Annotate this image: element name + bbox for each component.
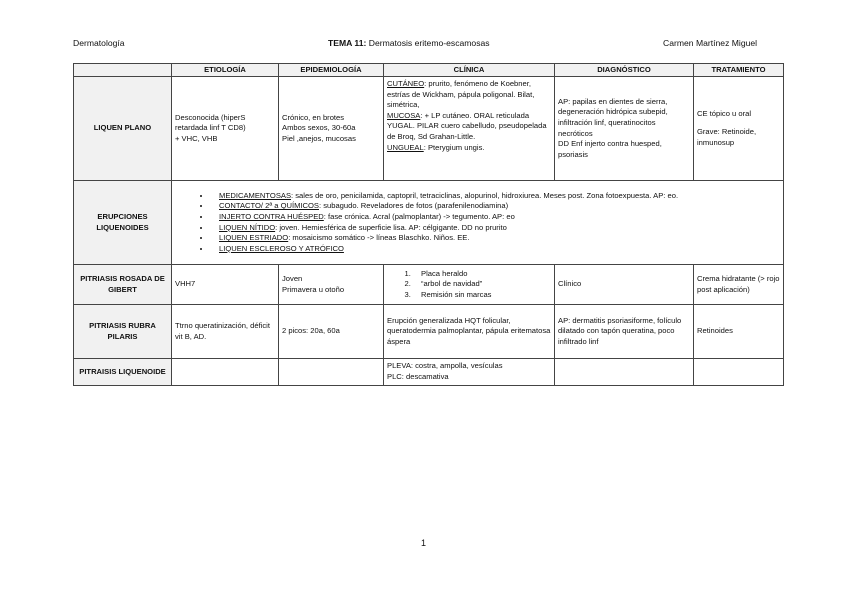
item-label: MEDICAMENTOSAS (219, 190, 292, 200)
cell-diagnostico: Clínico (555, 265, 694, 305)
text-line: CE tópico u oral (697, 108, 752, 118)
cell-etiologia (172, 77, 279, 181)
row-header: ERUPCIONES LIQUENOIDES (74, 181, 172, 265)
list-item: 1. Placa heraldo (413, 269, 551, 280)
item-label: CONTACTO/ 2ª a QUÍMICOS (219, 201, 319, 211)
list-item (211, 212, 780, 223)
cell-tratamiento: Crema hidratante (> rojo post aplicación) (694, 265, 784, 305)
column-header-diagnostico: DIAGNÓSTICO (555, 64, 694, 77)
list-item (211, 233, 780, 244)
table-row-erupciones-liquenoides (74, 181, 784, 265)
text-line: Primavera u otoño (282, 284, 345, 294)
item-label: LIQUEN ESCLEROSO Y ATRÓFICO (219, 243, 344, 253)
cell-etiologia: Ttrno queratinización, déficit vit B, AD. (172, 305, 279, 359)
table-row-pitriasis-liquenoide (74, 359, 784, 386)
cell-epidemiologia (279, 265, 384, 305)
cell-diagnostico (555, 77, 694, 181)
header-topic-title: Dermatosis eritemo-escamosas (366, 38, 490, 48)
column-header-blank (74, 64, 172, 77)
text-line: Joven (282, 273, 303, 283)
item-text: : fase crónica. Acral (palmoplantar) -> tegumento. AP: eo (323, 211, 515, 221)
text-line: Piel ,anejos, mucosas (282, 133, 356, 143)
text-line: Ambos sexos, 30-60a (282, 123, 356, 133)
header-subject: Dermatología (73, 38, 125, 48)
item-text: : subagudo. Reveladores de fotos (parafenilenodiamina) (319, 201, 509, 211)
clinica-list (387, 269, 551, 301)
label-cutaneo: CUTÁNEO (387, 79, 425, 88)
cell-clinica (384, 359, 555, 386)
column-header-clinica: CLÍNICA (384, 64, 555, 77)
cell-clinica (384, 77, 555, 181)
header-author: Carmen Martínez Miguel (663, 38, 758, 48)
cell-clinica (384, 265, 555, 305)
text-mucosa: : + LP cutáneo. ORAL reticulada YUGAL. PILAR cuero cabelludo, pseudopelada de Broq, Sd Grahan-Little. (387, 110, 547, 141)
table-header-row (74, 64, 784, 77)
text-ungueal: : Pterygium ungis. (423, 142, 485, 152)
item-text: : joven. Hemiesférica de superficie lisa. AP: célgigante. DD no prurito (275, 222, 507, 232)
list-item (211, 223, 780, 234)
cell-tratamiento: Retinoides (694, 305, 784, 359)
text-cutaneo: : prurito, fenómeno de Koebner, estrías de Wickham, pápula poligonal. Bilat, simétrica, (387, 79, 535, 110)
clinica-mucosa (387, 111, 551, 143)
clinica-ungueal (387, 143, 551, 154)
cell-epidemiologia (279, 359, 384, 386)
table-row-pitriasis-rosada (74, 265, 784, 305)
cell-epidemiologia (279, 77, 384, 181)
cell-clinica: Erupción generalizada HQT folicular, queratodermia palmoplantar, pápula eritematosa áspera (384, 305, 555, 359)
cell-epidemiologia: 2 picos: 20a, 60a (279, 305, 384, 359)
header-topic-number: TEMA 11: (328, 38, 367, 48)
cell-tratamiento (694, 359, 784, 386)
cell-etiologia (172, 359, 279, 386)
text-line: PLC: descamativa (387, 372, 449, 381)
clinica-cutaneo (387, 79, 551, 111)
item-text: : sales de oro, penicilamida, captopril, tetraciclinas, alopurinol, hidroxiurea. Meses post. Zona fotoexpuesta. AP: eo. (291, 190, 679, 200)
cell-etiologia: VHH7 (172, 265, 279, 305)
item-text: : mosaicismo somático -> líneas Blaschko. Niños. EE. (288, 233, 470, 243)
row-header: PITRIASIS ROSADA DE GIBERT (74, 265, 172, 305)
column-header-epidemiologia: EPIDEMIOLOGÍA (279, 64, 384, 77)
text-line: Desconocida (hiperS (175, 112, 246, 122)
label-mucosa: MUCOSA (387, 110, 421, 120)
text-line: Crónico, en brotes (282, 112, 345, 122)
list-item (211, 201, 780, 212)
header-topic (328, 38, 490, 48)
list-item (211, 191, 780, 202)
row-header: PITRIASIS RUBRA PILARIS (74, 305, 172, 359)
erupciones-list (175, 191, 780, 255)
item-label: LIQUEN NÍTIDO (219, 222, 276, 232)
text-line: Grave: Retinoide, inmunosup (697, 127, 757, 147)
cell-diagnostico: AP: dermatitis psoriasiforme, folículo dilatado con tapón queratina, poco infiltrado linf (555, 305, 694, 359)
table-row-liquen-plano (74, 77, 784, 181)
table-row-pitriasis-rubra (74, 305, 784, 359)
row-header: LIQUEN PLANO (74, 77, 172, 181)
column-header-tratamiento: TRATAMIENTO (694, 64, 784, 77)
row-header: PITRAISIS LIQUENOIDE (74, 359, 172, 386)
column-header-etiologia: ETIOLOGÍA (172, 64, 279, 77)
cell-tratamiento (694, 77, 784, 181)
item-label: LIQUEN ESTRIADO (219, 233, 289, 243)
page-number: 1 (421, 538, 427, 548)
text-line: DD Enf injerto contra huesped, psoriasis (558, 139, 662, 159)
label-ungueal: UNGUEAL (387, 142, 424, 152)
cell-diagnostico (555, 359, 694, 386)
item-label: INJERTO CONTRA HUÉSPED (219, 211, 324, 221)
text-line: + VHC, VHB (175, 133, 218, 143)
list-item: 3. Remisión sin marcas (413, 290, 551, 301)
text-line: PLEVA: costra, ampolla, vesículas (387, 361, 503, 371)
disease-table (73, 63, 784, 386)
list-item (211, 244, 780, 255)
cell-erupciones-list (172, 181, 784, 265)
text-line: AP: papilas en dientes de sierra, degeneración hidrópica subepid, infiltración linf, queratinocitos necróticos (558, 96, 668, 138)
text-line: retardada linf T CD8) (175, 123, 246, 133)
list-item: 2. “arbol de navidad” (413, 279, 551, 290)
